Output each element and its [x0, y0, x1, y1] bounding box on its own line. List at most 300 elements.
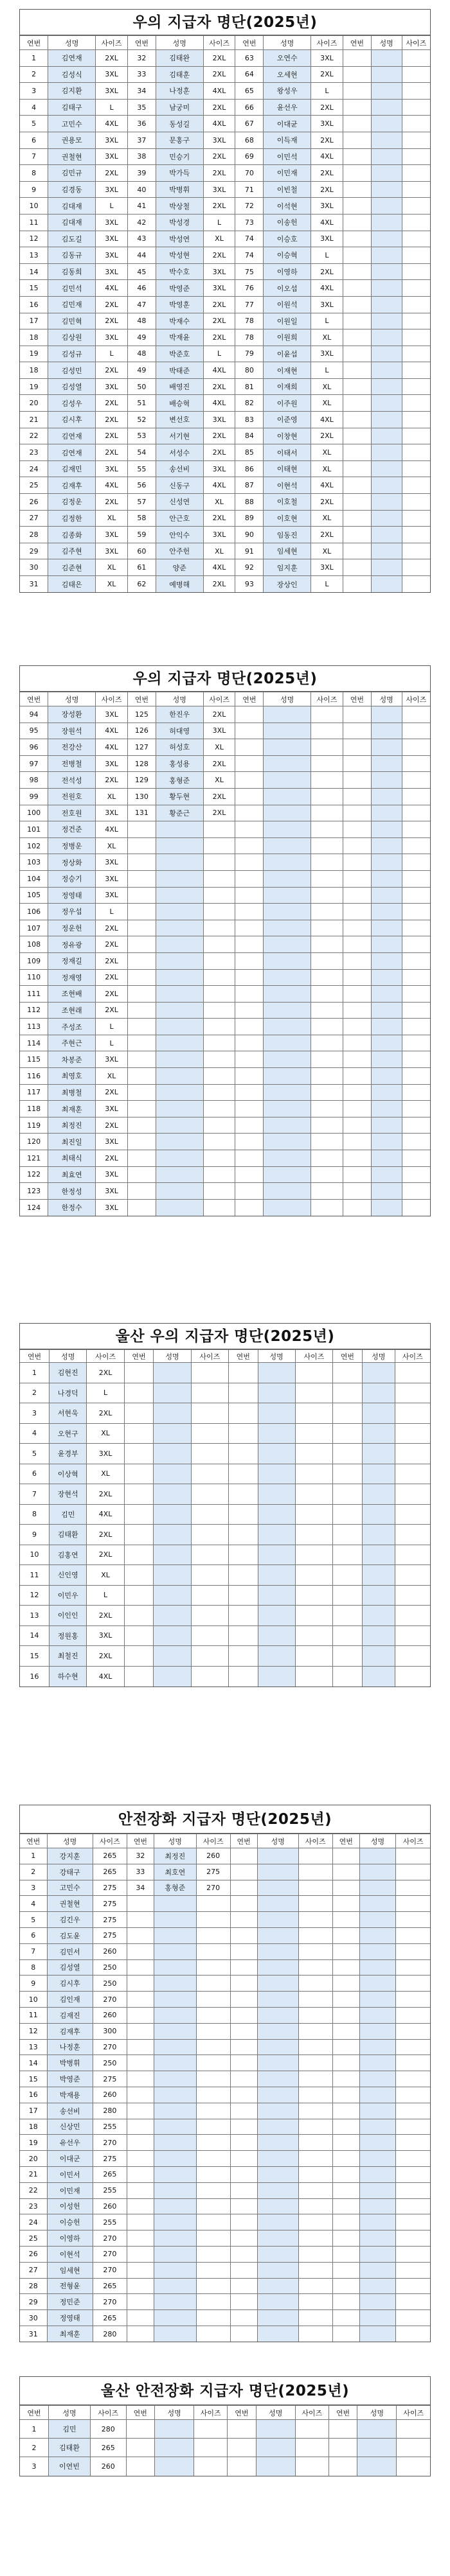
name-cell	[362, 1625, 395, 1646]
number-cell: 10	[20, 1992, 47, 2008]
size-cell: 3XL	[96, 543, 128, 559]
number-cell	[343, 247, 371, 264]
name-cell: 정상화	[48, 854, 96, 871]
size-cell	[396, 1959, 430, 1976]
name-cell: 동성길	[156, 116, 203, 132]
name-cell	[156, 1084, 203, 1101]
number-cell: 101	[20, 821, 48, 838]
number-cell	[332, 2119, 359, 2135]
name-cell	[156, 854, 203, 871]
number-cell	[127, 2310, 154, 2326]
number-cell: 19	[20, 346, 48, 362]
number-cell: 35	[127, 99, 156, 116]
name-cell	[257, 2310, 298, 2326]
number-cell: 21	[20, 412, 48, 428]
size-cell	[295, 1666, 332, 1687]
name-cell	[371, 936, 402, 953]
table-row	[20, 231, 430, 247]
column-header-number: 연번	[124, 1350, 154, 1363]
size-cell	[203, 1199, 235, 1216]
number-cell: 94	[20, 706, 48, 723]
number-cell: 19	[20, 378, 48, 395]
number-cell: 116	[20, 1068, 48, 1085]
name-cell	[257, 2182, 298, 2198]
name-cell: 최정진	[154, 1848, 196, 1864]
name-cell	[362, 1504, 395, 1525]
name-cell: 강지훈	[47, 1848, 93, 1864]
name-cell: 이민우	[50, 1585, 87, 1606]
name-cell	[156, 1134, 203, 1150]
size-cell	[203, 870, 235, 887]
number-cell: 62	[127, 576, 156, 593]
size-cell	[402, 723, 430, 739]
size-cell: L	[311, 576, 343, 593]
number-cell: 104	[20, 870, 48, 887]
number-cell: 105	[20, 887, 48, 904]
name-cell	[371, 1150, 402, 1167]
size-cell	[396, 2103, 430, 2119]
name-cell: 안주헌	[156, 543, 203, 559]
name-cell: 이승헌	[47, 2214, 93, 2230]
name-cell: 이영하	[47, 2230, 93, 2247]
size-cell	[203, 1183, 235, 1200]
number-cell	[343, 428, 371, 444]
size-cell	[295, 1565, 332, 1586]
name-cell	[371, 329, 402, 346]
name-cell	[156, 1199, 203, 1216]
size-cell: 3XL	[96, 805, 128, 821]
size-cell	[311, 739, 343, 756]
size-cell	[203, 904, 235, 920]
size-cell	[311, 854, 343, 871]
size-cell: 270	[93, 2246, 127, 2262]
name-cell	[359, 2214, 396, 2230]
name-cell	[359, 2278, 396, 2294]
size-cell	[402, 821, 430, 838]
name-cell: 이영하	[264, 263, 311, 280]
column-header-name: 성명	[359, 1834, 396, 1848]
name-cell	[154, 1976, 196, 1992]
name-cell	[154, 2007, 196, 2023]
number-cell: 110	[20, 969, 48, 986]
number-cell	[343, 576, 371, 593]
name-cell	[371, 1117, 402, 1134]
size-cell	[402, 755, 430, 772]
size-cell	[196, 2246, 230, 2262]
number-cell: 47	[127, 296, 156, 313]
size-cell: 275	[93, 1896, 127, 1912]
name-cell	[257, 2055, 298, 2071]
size-cell: 2XL	[203, 247, 235, 264]
size-cell	[402, 214, 430, 231]
name-cell	[154, 2310, 196, 2326]
number-cell	[235, 969, 264, 986]
number-cell	[235, 1117, 264, 1134]
size-cell	[395, 1423, 430, 1444]
name-cell: 신성연	[156, 494, 203, 511]
name-cell	[154, 1403, 191, 1424]
size-cell: 2XL	[203, 99, 235, 116]
table-row	[20, 2214, 430, 2230]
name-cell	[154, 2023, 196, 2039]
number-cell	[127, 2214, 154, 2230]
name-cell	[156, 1051, 203, 1068]
name-cell: 한정수	[48, 1199, 96, 1216]
number-cell	[343, 198, 371, 215]
number-cell: 3	[20, 2457, 49, 2476]
name-cell: 이원희	[264, 329, 311, 346]
number-cell	[332, 2278, 359, 2294]
name-cell	[257, 2087, 298, 2103]
table-row	[20, 576, 430, 593]
name-cell: 정재길	[48, 952, 96, 969]
table-row	[20, 346, 430, 362]
size-cell	[295, 1363, 332, 1383]
size-cell	[295, 2457, 328, 2476]
name-cell	[257, 1927, 298, 1943]
number-cell: 121	[20, 1150, 48, 1167]
name-cell	[257, 2214, 298, 2230]
size-cell	[311, 1084, 343, 1101]
size-cell: L	[311, 313, 343, 329]
size-cell	[203, 887, 235, 904]
name-cell: 안익수	[156, 527, 203, 543]
size-cell: 270	[196, 1880, 230, 1896]
name-cell: 김시후	[48, 412, 96, 428]
number-cell: 10	[20, 198, 48, 215]
size-cell: L	[203, 214, 235, 231]
size-cell	[397, 2420, 430, 2439]
number-cell	[235, 805, 264, 821]
size-cell: 2XL	[96, 296, 128, 313]
size-cell	[196, 1992, 230, 2008]
name-cell	[154, 2246, 196, 2262]
name-cell: 이민재	[47, 2182, 93, 2198]
size-cell	[295, 2439, 328, 2457]
size-cell	[298, 2119, 332, 2135]
size-cell	[402, 83, 430, 100]
size-cell	[395, 1504, 430, 1525]
name-cell	[257, 1848, 298, 1864]
number-cell: 129	[127, 772, 156, 789]
size-cell	[203, 1117, 235, 1134]
name-cell: 정병운	[48, 837, 96, 854]
name-cell	[362, 1525, 395, 1545]
size-cell	[298, 1992, 332, 2008]
name-cell	[264, 1019, 311, 1035]
name-cell	[156, 887, 203, 904]
number-cell	[228, 2457, 256, 2476]
column-header-number: 연번	[235, 36, 264, 50]
number-cell	[230, 2262, 257, 2278]
roster-table	[20, 1834, 430, 2342]
size-cell	[311, 706, 343, 723]
number-cell: 9	[20, 181, 48, 198]
table-row	[20, 280, 430, 297]
name-cell	[371, 412, 402, 428]
number-cell: 131	[127, 805, 156, 821]
size-cell	[402, 116, 430, 132]
size-cell: 2XL	[96, 920, 128, 936]
name-cell	[264, 1101, 311, 1117]
number-cell: 4	[20, 1423, 50, 1444]
number-cell: 24	[20, 460, 48, 477]
name-cell: 박재용	[47, 2087, 93, 2103]
size-cell	[396, 2310, 430, 2326]
number-cell	[126, 2420, 155, 2439]
sheet-frame	[19, 665, 431, 1216]
number-cell	[230, 1864, 257, 1880]
name-cell	[156, 1068, 203, 1085]
size-cell	[295, 1525, 332, 1545]
table-row	[20, 2007, 430, 2023]
name-cell: 서현욱	[50, 1403, 87, 1424]
size-cell: XL	[96, 559, 128, 576]
size-cell: 4XL	[311, 148, 343, 165]
name-cell: 이승호	[264, 231, 311, 247]
size-cell	[311, 1035, 343, 1051]
size-cell	[203, 1166, 235, 1183]
number-cell	[127, 1927, 154, 1943]
number-cell	[333, 1504, 363, 1525]
table-row	[20, 494, 430, 511]
size-cell: L	[203, 346, 235, 362]
name-cell	[154, 1646, 191, 1667]
number-cell	[332, 2151, 359, 2167]
name-cell	[371, 706, 402, 723]
number-cell	[343, 952, 371, 969]
name-cell	[257, 2103, 298, 2119]
table-row	[20, 1864, 430, 1880]
name-cell: 남궁미	[156, 99, 203, 116]
column-header-name: 성명	[362, 1350, 395, 1363]
name-cell	[359, 1880, 396, 1896]
name-cell: 김종화	[48, 527, 96, 543]
table-row	[20, 1117, 430, 1134]
column-header-name: 성명	[357, 2406, 397, 2420]
size-cell: 275	[93, 1880, 127, 1896]
size-cell	[298, 2262, 332, 2278]
roster-table	[20, 2405, 430, 2476]
number-cell	[124, 1444, 154, 1464]
size-cell	[395, 1525, 430, 1545]
table-row	[20, 2294, 430, 2310]
number-cell	[343, 821, 371, 838]
size-cell	[196, 2294, 230, 2310]
number-cell	[343, 83, 371, 100]
number-cell	[343, 1199, 371, 1216]
name-cell	[156, 936, 203, 953]
name-cell: 조현래	[48, 1002, 96, 1019]
size-cell: 250	[93, 1959, 127, 1976]
number-cell: 122	[20, 1166, 48, 1183]
size-cell: 250	[93, 2055, 127, 2071]
number-cell: 11	[20, 2007, 47, 2023]
name-cell: 문홍구	[156, 132, 203, 148]
size-cell: 2XL	[311, 181, 343, 198]
name-cell: 홍성용	[156, 755, 203, 772]
size-cell: 2XL	[87, 1484, 124, 1505]
size-cell: 2XL	[87, 1525, 124, 1545]
column-header-name: 성명	[264, 692, 311, 706]
table-row	[20, 1019, 430, 1035]
name-cell	[257, 2198, 298, 2214]
name-cell: 이석현	[264, 198, 311, 215]
number-cell	[343, 1183, 371, 1200]
size-cell: 4XL	[203, 116, 235, 132]
column-header-number: 연번	[228, 2406, 256, 2420]
number-cell: 20	[20, 2151, 47, 2167]
name-cell	[258, 1666, 295, 1687]
size-cell	[194, 2420, 228, 2439]
number-cell	[228, 1625, 258, 1646]
size-cell	[402, 904, 430, 920]
name-cell: 한진우	[156, 706, 203, 723]
number-cell: 74	[235, 247, 264, 264]
name-cell	[357, 2420, 397, 2439]
name-cell	[362, 1444, 395, 1464]
number-cell: 28	[20, 2278, 47, 2294]
raincoat-list-sheet-1	[0, 9, 450, 593]
size-cell	[191, 1565, 228, 1586]
number-cell	[127, 2023, 154, 2039]
number-cell	[333, 1585, 363, 1606]
size-cell: 3XL	[96, 1199, 128, 1216]
size-cell	[203, 854, 235, 871]
size-cell: 265	[93, 2166, 127, 2182]
size-cell	[295, 1646, 332, 1667]
table-row	[20, 2262, 430, 2278]
name-cell	[371, 1199, 402, 1216]
name-cell	[371, 362, 402, 379]
number-cell: 46	[127, 280, 156, 297]
name-cell	[359, 1976, 396, 1992]
name-cell	[154, 2166, 196, 2182]
table-row	[20, 1606, 430, 1626]
name-cell	[154, 1666, 191, 1687]
table-row	[20, 986, 430, 1003]
number-cell: 13	[20, 2039, 47, 2055]
size-cell: 275	[93, 1927, 127, 1943]
name-cell: 임세현	[47, 2262, 93, 2278]
size-cell: XL	[87, 1423, 124, 1444]
number-cell	[228, 1606, 258, 1626]
size-cell	[298, 1927, 332, 1943]
size-cell: L	[96, 1019, 128, 1035]
number-cell: 39	[127, 165, 156, 182]
name-cell	[359, 2326, 396, 2342]
size-cell: 3XL	[96, 263, 128, 280]
name-cell: 이호철	[264, 494, 311, 511]
number-cell: 113	[20, 1019, 48, 1035]
table-row	[20, 1992, 430, 2008]
number-cell	[332, 2071, 359, 2087]
name-cell	[154, 1992, 196, 2008]
number-cell: 120	[20, 1134, 48, 1150]
number-cell: 48	[127, 313, 156, 329]
number-cell	[127, 952, 156, 969]
name-cell: 김민	[49, 2420, 91, 2439]
name-cell: 최재훈	[47, 2326, 93, 2342]
name-cell: 배승혁	[156, 395, 203, 412]
name-cell	[264, 1051, 311, 1068]
size-cell	[203, 1101, 235, 1117]
number-cell	[333, 1606, 363, 1626]
number-cell: 36	[127, 116, 156, 132]
raincoat-list-sheet-2	[0, 665, 450, 1216]
name-cell	[371, 148, 402, 165]
column-header-size: 사이즈	[311, 692, 343, 706]
number-cell: 4	[20, 1896, 47, 1912]
name-cell: 김성규	[48, 346, 96, 362]
table-row	[20, 936, 430, 953]
name-cell	[154, 2214, 196, 2230]
size-cell	[402, 986, 430, 1003]
size-cell	[191, 1464, 228, 1484]
name-cell: 김재후	[48, 477, 96, 494]
name-cell: 허대영	[156, 723, 203, 739]
size-cell: XL	[311, 329, 343, 346]
number-cell: 83	[235, 412, 264, 428]
name-cell	[371, 50, 402, 67]
number-cell	[332, 2023, 359, 2039]
name-cell	[154, 2262, 196, 2278]
name-cell	[371, 986, 402, 1003]
size-cell: 3XL	[96, 706, 128, 723]
name-cell: 이준영	[264, 412, 311, 428]
name-cell	[257, 2294, 298, 2310]
size-cell	[298, 1848, 332, 1864]
name-cell	[371, 723, 402, 739]
number-cell	[343, 214, 371, 231]
name-cell: 박재수	[156, 313, 203, 329]
size-cell	[295, 1403, 332, 1424]
number-cell: 96	[20, 739, 48, 756]
number-cell	[343, 986, 371, 1003]
size-cell: XL	[311, 444, 343, 461]
number-cell: 114	[20, 1035, 48, 1051]
number-cell: 32	[127, 50, 156, 67]
name-cell	[264, 1068, 311, 1085]
number-cell: 26	[20, 2246, 47, 2262]
number-cell	[343, 460, 371, 477]
size-cell	[203, 969, 235, 986]
name-cell	[264, 1084, 311, 1101]
table-row	[20, 559, 430, 576]
table-row	[20, 2087, 430, 2103]
number-cell: 32	[127, 1848, 154, 1864]
name-cell	[371, 527, 402, 543]
size-cell	[395, 1606, 430, 1626]
number-cell	[235, 1134, 264, 1150]
size-cell	[402, 559, 430, 576]
size-cell	[298, 1976, 332, 1992]
size-cell: 2XL	[96, 444, 128, 461]
size-cell	[191, 1423, 228, 1444]
size-cell: L	[96, 99, 128, 116]
size-cell: 2XL	[203, 50, 235, 67]
table-row	[20, 2119, 430, 2135]
size-cell: 4XL	[311, 280, 343, 297]
table-row	[20, 1565, 430, 1586]
size-cell: 270	[93, 2294, 127, 2310]
name-cell: 오세현	[264, 66, 311, 83]
size-cell	[298, 2151, 332, 2167]
number-cell	[235, 936, 264, 953]
column-header-name: 성명	[156, 36, 203, 50]
column-header-number: 연번	[20, 1834, 47, 1848]
name-cell	[359, 2055, 396, 2071]
